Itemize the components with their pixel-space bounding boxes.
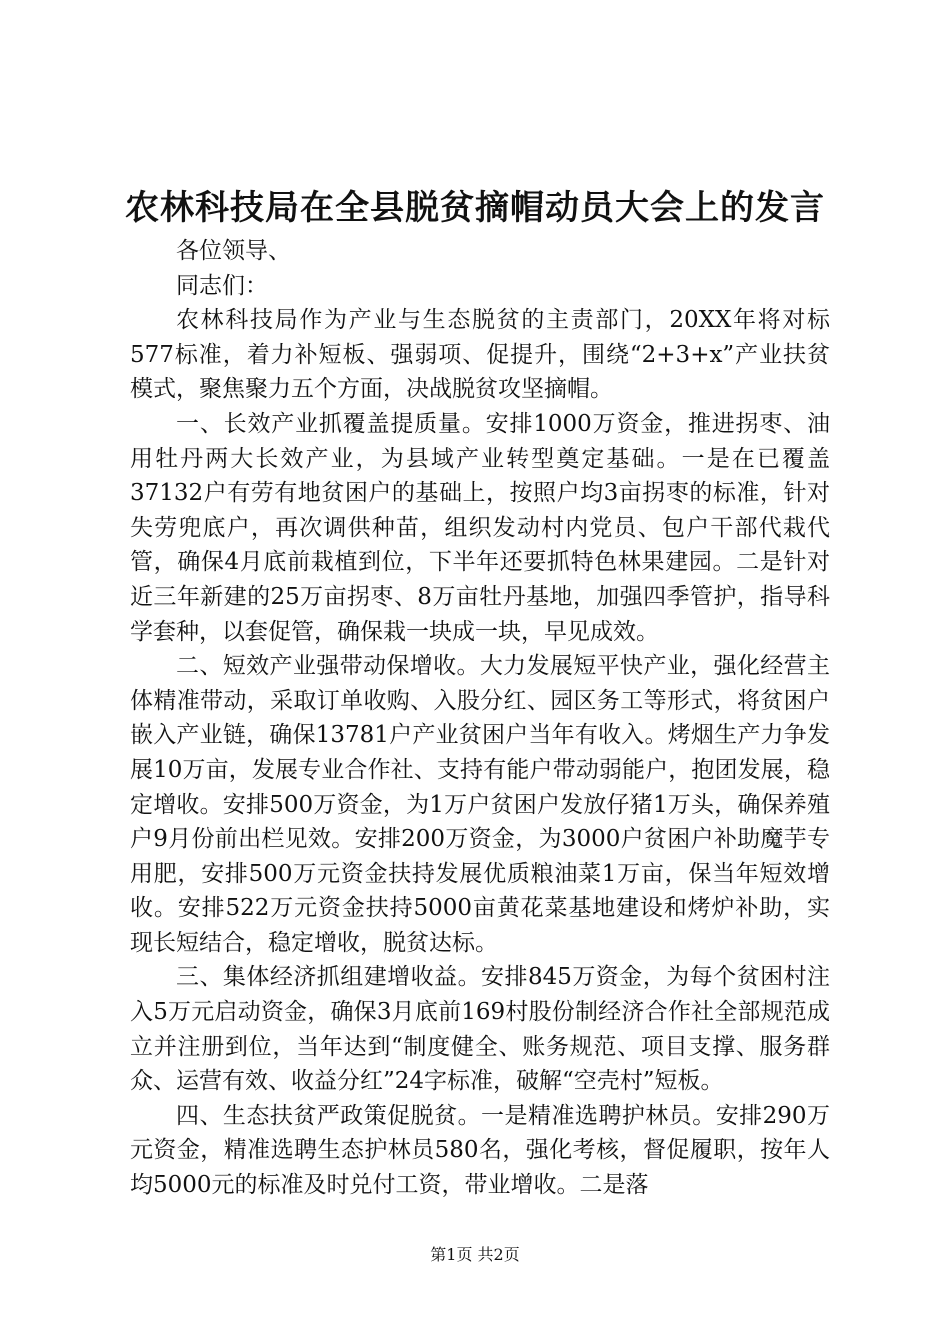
body-paragraph: 四、生态扶贫严政策促脱贫。一是精准选聘护林员。安排290万元资金，精准选聘生态护林员580名，强化考核，督促履职，按年人均5000元的标准及时兑付工资，带业增收。二是落 [130, 1102, 830, 1199]
salutation-line: 各位领导、 [176, 238, 291, 264]
body-paragraph: 二、短效产业强带动保增收。大力发展短平快产业，强化经营主体精准带动，采取订单收购、入股分红、园区务工等形式，将贫困户嵌入产业链，确保13781户产业贫困户当年有收入。烤烟生产力争发展10万亩，发展专业合作社、支持有能户带动弱能户，抱团发展，稳定增收。安排500万资金，为1万户贫困户发放仔猪1万头，确保养殖户9月份前出栏见效。安排200万资金，为3000户贫困户补助魔芋专用肥，安排500万元资金扶持发展优质粮油菜1万亩，保当年短效增收。安排522万元资金扶持5000亩黄花菜基地建设和烤炉补助，实现长短结合，稳定增收，脱贫达标。 [130, 653, 830, 956]
page-footer: 第1页 共2页 [430, 1245, 520, 1264]
body-paragraph: 一、长效产业抓覆盖提质量。安排1000万资金，推进拐枣、油用牡丹两大长效产业，为县域产业转型奠定基础。一是在已覆盖37132户有劳有地贫困户的基础上，按照户均3亩拐枣的标准，针对失劳兜底户，再次调供种苗，组织发动村内党员、包户干部代栽代管，确保4月底前栽植到位，下半年还要抓特色林果建园。二是针对近三年新建的25万亩拐枣、8万亩牡丹基地，加强四季管护，指导科学套种，以套促管，确保栽一块成一块，早见成效。 [130, 410, 830, 645]
body-paragraph: 三、集体经济抓组建增收益。安排845万资金，为每个贫困村注入5万元启动资金，确保3月底前169村股份制经济合作社全部规范成立并注册到位，当年达到“制度健全、账务规范、项目支撑、服务群众、运营有效、收益分红”24字标准，破解“空壳村”短板。 [130, 964, 830, 1095]
document-body [130, 234, 830, 1203]
document-title: 农林科技局在全县脱贫摘帽动员大会上的发言 [125, 188, 825, 228]
body-paragraph: 农林科技局作为产业与生态脱贫的主责部门，20XX年将对标577标准，着力补短板、强弱项、促提升，围绕“2+3+x”产业扶贫模式，聚焦聚力五个方面，决战脱贫攻坚摘帽。 [130, 307, 830, 403]
salutation-line: 同志们： [176, 272, 268, 299]
